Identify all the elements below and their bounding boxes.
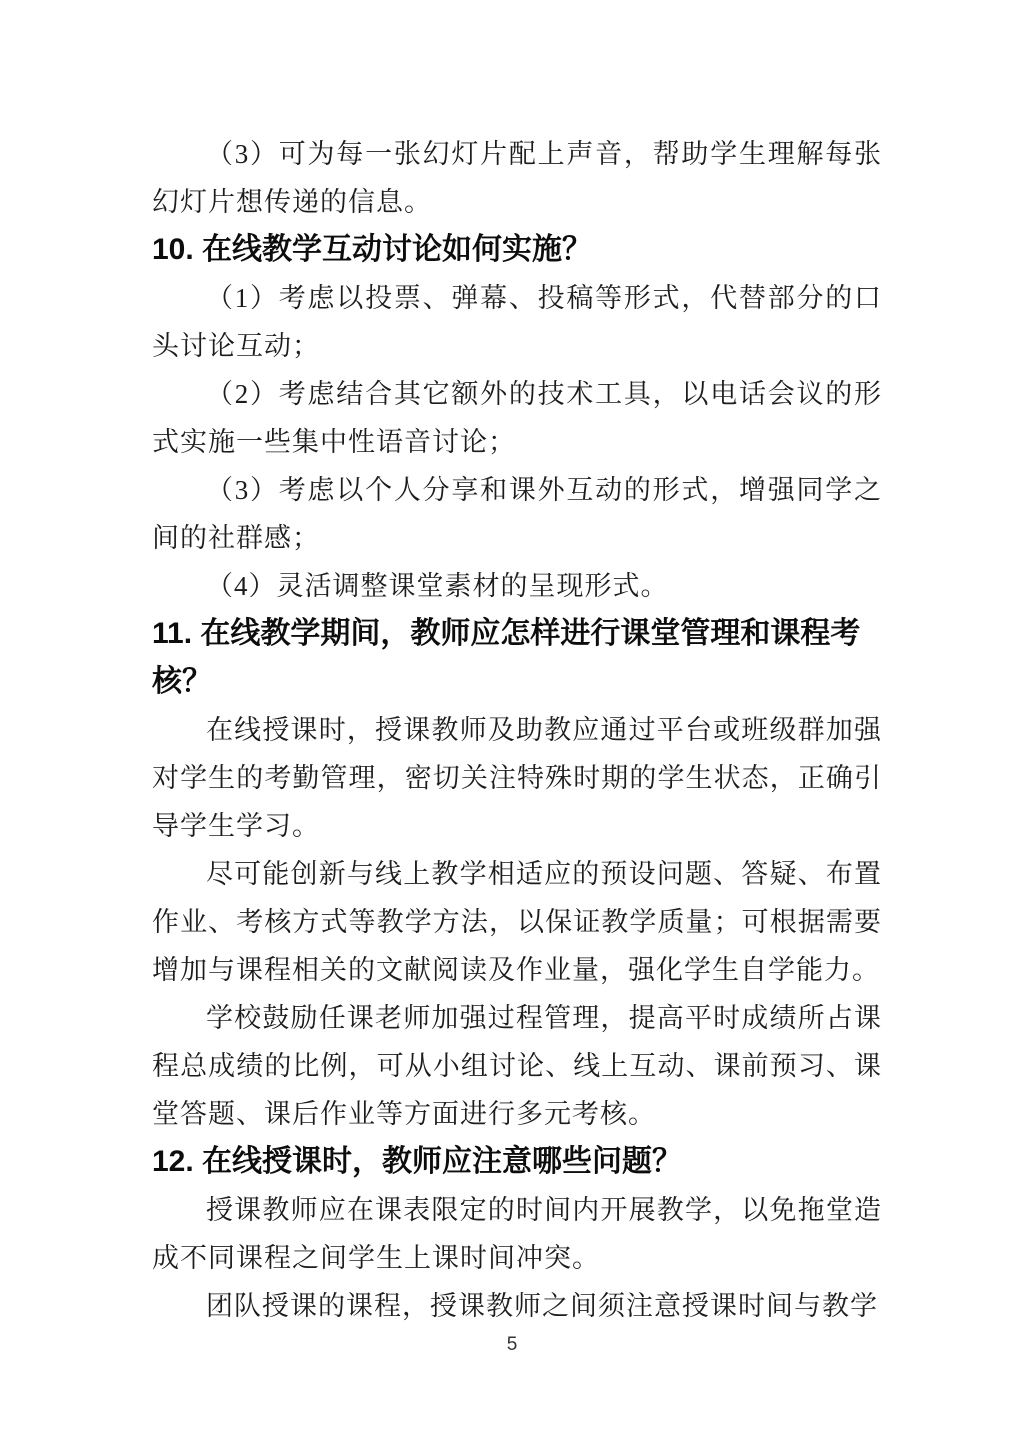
section-heading: 11. 在线教学期间，教师应怎样进行课堂管理和课程考核？ (152, 617, 861, 698)
paragraph: 团队授课的课程，授课教师之间须注意授课时间与教学 (206, 1291, 878, 1321)
paragraph: 学校鼓励任课老师加强过程管理，提高平时成绩所占课程总成绩的比例，可从小组讨论、线上互动、课前预习、课堂答题、课后作业等方面进行多元考核。 (152, 1003, 882, 1129)
page-number: 5 (506, 1334, 518, 1355)
paragraph: 尽可能创新与线上教学相适应的预设问题、答疑、布置作业、考核方式等教学方法，以保证教学质量；可根据需要增加与课程相关的文献阅读及作业量，强化学生自学能力。 (152, 859, 882, 985)
paragraph: 在线授课时，授课教师及助教应通过平台或班级群加强对学生的考勤管理，密切关注特殊时期的学生状态，正确引导学生学习。 (152, 715, 882, 841)
paragraph: 授课教师应在课表限定的时间内开展教学，以免拖堂造成不同课程之间学生上课时间冲突。 (152, 1195, 882, 1273)
document-content (152, 130, 882, 1330)
paragraph: （1）考虑以投票、弹幕、投稿等形式，代替部分的口头讨论互动； (152, 283, 882, 361)
paragraph: （3）考虑以个人分享和课外互动的形式，增强同学之间的社群感； (152, 475, 882, 553)
paragraph: （4）灵活调整课堂素材的呈现形式。 (206, 571, 669, 601)
paragraph: （2）考虑结合其它额外的技术工具，以电话会议的形式实施一些集中性语音讨论； (152, 379, 882, 457)
paragraph: （3）可为每一张幻灯片配上声音，帮助学生理解每张幻灯片想传递的信息。 (152, 139, 882, 217)
section-heading: 12. 在线授课时，教师应注意哪些问题？ (152, 1145, 683, 1178)
section-heading: 10. 在线教学互动讨论如何实施？ (152, 233, 593, 266)
